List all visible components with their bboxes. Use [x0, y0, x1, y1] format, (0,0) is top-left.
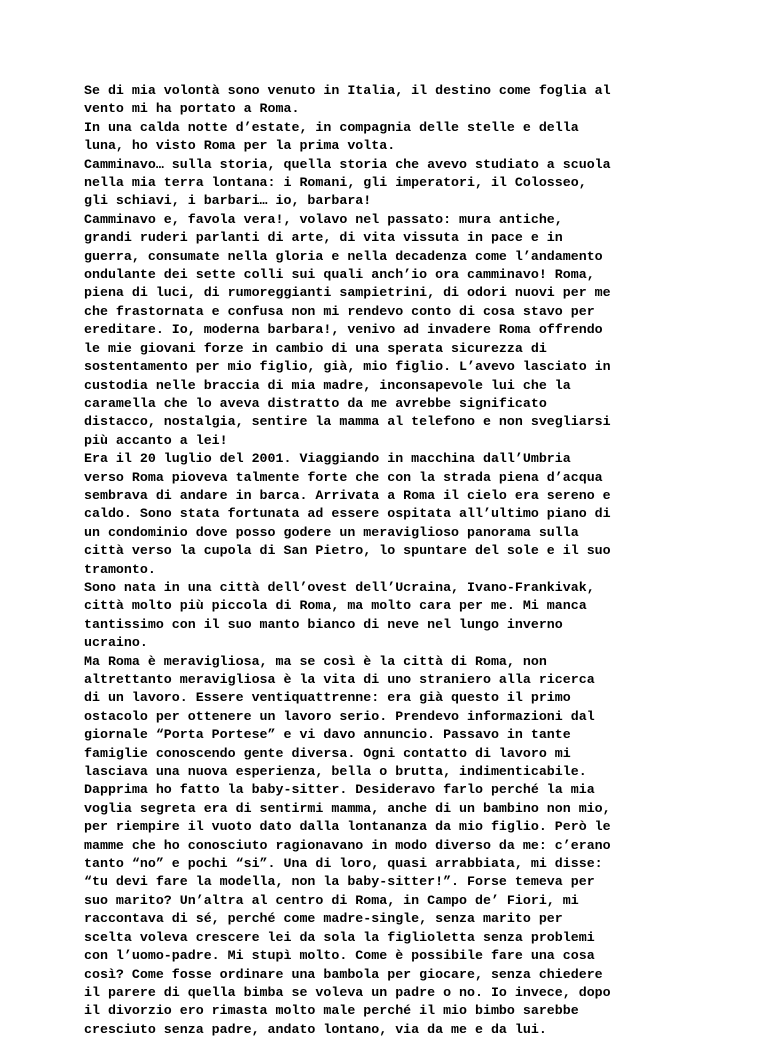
text-line: sembrava di andare in barca. Arrivata a Roma il cielo era sereno e — [84, 487, 611, 503]
text-line: giornale “Porta Portese” e vi davo annuncio. Passavo in tante — [84, 727, 571, 743]
text-line: scelta voleva crescere lei da sola la figlioletta senza problemi — [84, 929, 595, 945]
text-line: Camminavo… sulla storia, quella storia che avevo studiato a scuola — [84, 156, 611, 172]
text-line: gli schiavi, i barbari… io, barbara! — [84, 193, 372, 209]
text-line: distacco, nostalgia, sentire la mamma al telefono e non svegliarsi — [84, 414, 611, 430]
text-line: Sono nata in una città dell’ovest dell’Ucraina, Ivano-Frankivak, — [84, 579, 595, 595]
text-line: città verso la cupola di San Pietro, lo spuntare del sole e il suo — [84, 543, 611, 559]
text-line: famiglie conoscendo gente diversa. Ogni contatto di lavoro mi — [84, 745, 571, 761]
text-line: tramonto. — [84, 561, 156, 577]
text-line: caramella che lo aveva distratto da me avrebbe significato — [84, 395, 547, 411]
text-line: più accanto a lei! — [84, 432, 228, 448]
text-line: nella mia terra lontana: i Romani, gli imperatori, il Colosseo, — [84, 175, 587, 191]
text-line: Dapprima ho fatto la baby-sitter. Desideravo farlo perché la mia — [84, 782, 595, 798]
text-line: Ma Roma è meravigliosa, ma se così è la città di Roma, non — [84, 653, 547, 669]
text-line: tanto “no” e pochi “si”. Una di loro, quasi arrabbiata, mi disse: — [84, 856, 603, 872]
text-line: ondulante dei sette colli sui quali anch’io ora camminavo! Roma, — [84, 267, 595, 283]
text-line: cresciuto senza padre, andato lontano, via da me e da lui. — [84, 1021, 547, 1037]
text-line: per riempire il vuoto dato dalla lontananza da mio figlio. Però le — [84, 819, 611, 835]
text-line: raccontava di sé, perché come madre-single, senza marito per — [84, 911, 563, 927]
text-line: custodia nelle braccia di mia madre, inconsapevole lui che la — [84, 377, 571, 393]
text-line: il divorzio ero rimasta molto male perché il mio bimbo sarebbe — [84, 1003, 579, 1019]
text-line: di un lavoro. Essere ventiquattrenne: era già questo il primo — [84, 690, 571, 706]
text-line: “tu devi fare la modella, non la baby-sitter!”. Forse temeva per — [84, 874, 595, 890]
text-line: voglia segreta era di sentirmi mamma, anche di un bambino non mio, — [84, 800, 611, 816]
text-line: le mie giovani forze in cambio di una sperata sicurezza di — [84, 340, 547, 356]
text-line: così? Come fosse ordinare una bambola per giocare, senza chiedere — [84, 966, 603, 982]
text-line: città molto più piccola di Roma, ma molto cara per me. Mi manca — [84, 598, 587, 614]
text-line: ucraino. — [84, 635, 148, 651]
text-line: mamme che ho conosciuto ragionavano in modo diverso da me: c’erano — [84, 837, 611, 853]
text-line: ostacolo per ottenere un lavoro serio. Prendevo informazioni dal — [84, 708, 595, 724]
text-line: con l’uomo-padre. Mi stupì molto. Come è possibile fare una cosa — [84, 948, 595, 964]
text-line: Era il 20 luglio del 2001. Viaggiando in macchina dall’Umbria — [84, 451, 571, 467]
text-line: tantissimo con il suo manto bianco di neve nel lungo inverno — [84, 616, 563, 632]
text-line: lasciava una nuova esperienza, bella o brutta, indimenticabile. — [84, 764, 587, 780]
text-line: vento mi ha portato a Roma. — [84, 101, 300, 117]
text-line: altrettanto meravigliosa è la vita di uno straniero alla ricerca — [84, 672, 595, 687]
text-line: un condominio dove posso godere un meraviglioso panorama sulla — [84, 524, 579, 540]
text-line: verso Roma pioveva talmente forte che con la strada piena d’acqua — [84, 469, 603, 485]
text-line: Camminavo e, favola vera!, volavo nel passato: mura antiche, — [84, 211, 563, 227]
text-line: sostentamento per mio figlio, già, mio figlio. L’avevo lasciato in — [84, 359, 611, 375]
text-line: che frastornata e confusa non mi rendevo conto di cosa stavo per — [84, 303, 595, 319]
text-line: caldo. Sono stata fortunata ad essere ospitata all’ultimo piano di — [84, 506, 611, 522]
text-line: il parere di quella bimba se voleva un padre o no. Io invece, dopo — [84, 984, 611, 1000]
text-line: grandi ruderi parlanti di arte, di vita vissuta in pace e in — [84, 230, 563, 246]
text-line: Se di mia volontà sono venuto in Italia, il destino come foglia al — [84, 83, 611, 98]
text-line: luna, ho visto Roma per la prima volta. — [84, 138, 396, 154]
document-body — [84, 82, 704, 1039]
text-line: piena di luci, di rumoreggianti sampietrini, di odori nuovi per me — [84, 285, 611, 301]
text-line: guerra, consumate nella gloria e nella decadenza come l’andamento — [84, 248, 603, 264]
text-line: In una calda notte d’estate, in compagnia delle stelle e della — [84, 119, 579, 135]
text-line: ereditare. Io, moderna barbara!, venivo ad invadere Roma offrendo — [84, 322, 603, 338]
text-line: suo marito? Un’altra al centro di Roma, in Campo de’ Fiori, mi — [84, 892, 579, 908]
